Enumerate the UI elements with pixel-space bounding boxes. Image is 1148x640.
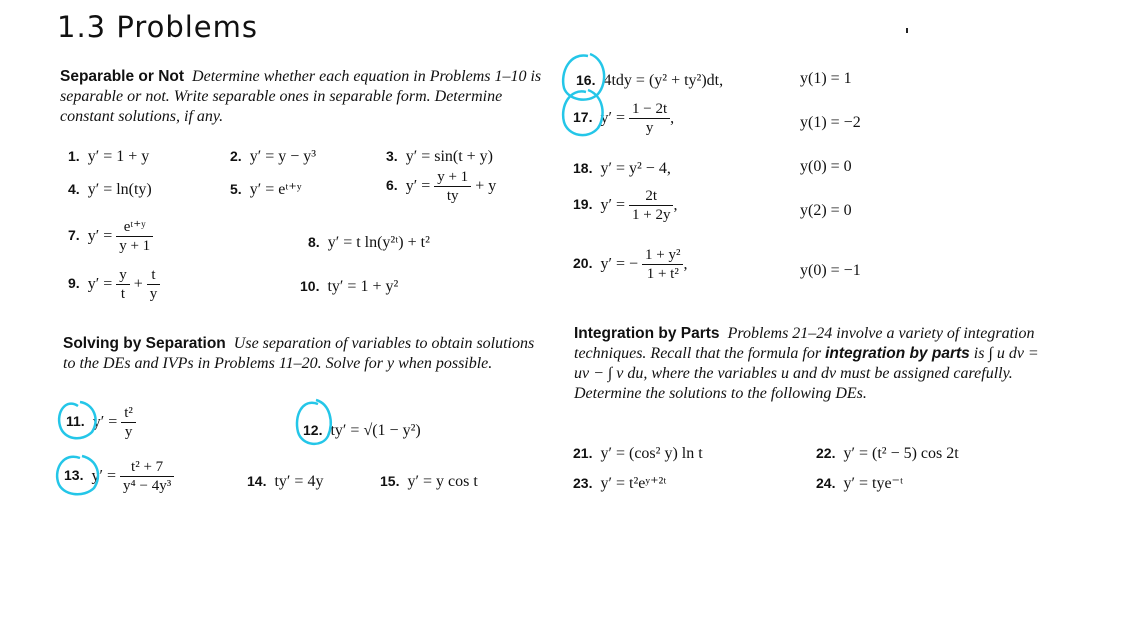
parts-highlight: integration by parts — [825, 345, 970, 362]
condition-17: y(1) = −2 — [800, 114, 861, 131]
problem-18: 18. y′ = y² − 4, — [573, 160, 671, 177]
problem-12: 12. ty′ = √(1 − y²) — [303, 422, 421, 439]
problem-19: 19. y′ = $\frac{2t}{1 + 2y}$ , — [573, 188, 678, 223]
problem-23: 23. y′ = t²eʸ⁺²ᵗ — [573, 475, 667, 492]
parts-text-a: Problems 21–24 involve a variety of integration techniques. Recall that the formula for — [574, 325, 1035, 362]
problem-20: 20. y′ = − $\frac{\text{1 + y²}}{\text{1 + t²}}$ , — [573, 247, 688, 282]
problem-13: 13. y′ = $\frac{\text{t² + 7}}{\text{y⁴ − 4y³}}$ — [64, 458, 174, 495]
problem-4: 4. y′ = ln(ty) — [68, 181, 152, 198]
circle-mark-13 — [57, 456, 98, 494]
circle-mark-11 — [59, 402, 95, 438]
problem-6: 6. y′ = $\frac{y + 1}{ty}$ + y — [386, 169, 497, 204]
condition-19: y(2) = 0 — [800, 202, 852, 219]
problem-14: 14. ty′ = 4y — [247, 473, 324, 490]
problem-22: 22. y′ = (t² − 5) cos 2t — [816, 445, 959, 462]
condition-18: y(0) = 0 — [800, 158, 852, 175]
problem-1: 1. y′ = 1 + y — [68, 148, 150, 165]
problem-3: 3. y′ = sin(t + y) — [386, 148, 494, 165]
circle-mark-17 — [563, 90, 602, 135]
parts-text-b: is ∫ u dv = uv − ∫ v du, where the variables u and dv must be assigned carefully. Determine the solutions to the following DEs. — [574, 345, 1039, 402]
solving-heading: Solving by Separation — [63, 335, 226, 352]
problem-17: 17. y′ = $\frac{1 - 2t}{y}$ , — [573, 101, 675, 136]
problem-16: 16. 4tdy = (y² + ty²)dt, — [576, 72, 724, 89]
separable-heading: Separable or Not — [60, 68, 185, 85]
problem-10: 10. ty′ = 1 + y² — [300, 278, 399, 295]
condition-20: y(0) = −1 — [800, 262, 861, 279]
page-title: 1.3 Problems — [57, 10, 259, 44]
problem-2: 2. y′ = y − y³ — [230, 148, 317, 165]
circle-mark-12 — [297, 400, 331, 444]
solving-text: Use separation of variables to obtain solutions to the DEs and IVPs in Problems 11–20. Solve for y when possible. — [63, 335, 535, 372]
problem-21: 21. y′ = (cos² y) ln t — [573, 445, 703, 462]
problem-7: 7. y′ = $\frac{\text{eᵗ⁺ʸ}}{y + 1}$ — [68, 218, 153, 255]
problem-8: 8. y′ = t ln(y²ᵗ) + t² — [308, 234, 430, 251]
condition-16: y(1) = 1 — [800, 70, 852, 87]
problem-5: 5. y′ = eᵗ⁺ʸ — [230, 181, 302, 198]
separable-text: Determine whether each equation in Problems 1–10 is separable or not. Write separable ones in separable form. Determine constant solutions, if any. — [60, 68, 542, 125]
circle-mark-16 — [563, 54, 604, 100]
problem-11: 11. y′ = $\frac{\text{t²}}{y}$ — [66, 404, 136, 441]
problem-9: 9. y′ = $\frac{y}{t}$ + $\frac{t}{y}$ — [68, 266, 160, 303]
problem-24: 24. y′ = tye⁻ᵗ — [816, 475, 904, 492]
parts-heading: Integration by Parts — [574, 325, 720, 342]
problem-15: 15. y′ = y cos t — [380, 473, 478, 490]
